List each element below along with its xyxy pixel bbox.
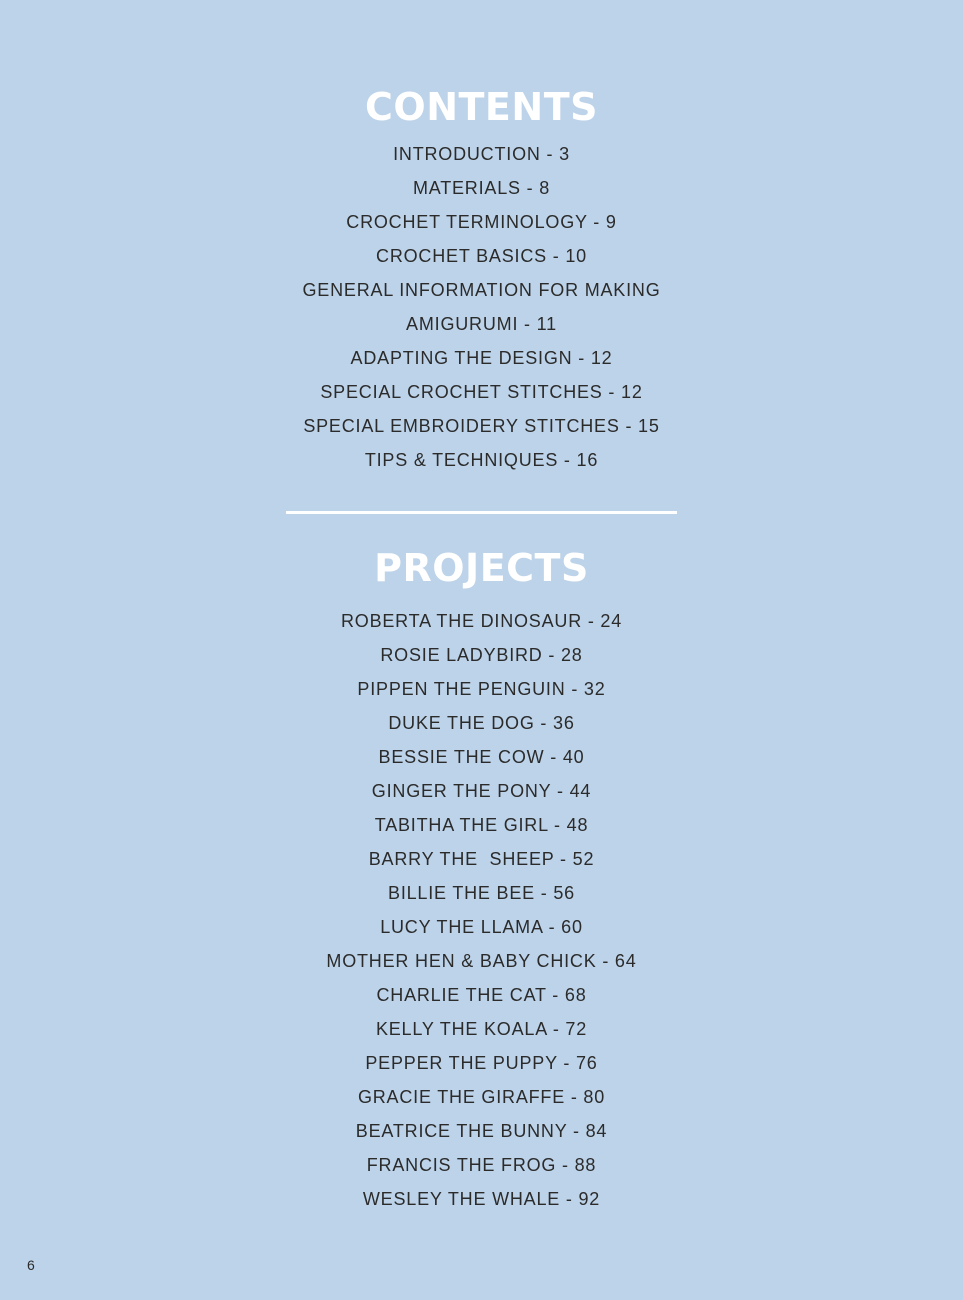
project-entry: DUKE THE DOG - 36 <box>388 713 575 733</box>
project-entry: TABITHA THE GIRL - 48 <box>374 815 589 835</box>
project-entry: FRANCIS THE FROG - 88 <box>366 1155 597 1175</box>
project-entry: LUCY THE LLAMA - 60 <box>380 917 583 937</box>
project-entry: MOTHER HEN & BABY CHICK - 64 <box>326 951 637 971</box>
toc-entry: GENERAL INFORMATION FOR MAKING <box>302 280 661 300</box>
toc-entry: MATERIALS - 8 <box>412 178 551 198</box>
toc-entry: INTRODUCTION - 3 <box>393 144 570 164</box>
project-entry: BESSIE THE COW - 40 <box>378 747 585 767</box>
project-entry: WESLEY THE WHALE - 92 <box>362 1189 601 1209</box>
project-entry: BEATRICE THE BUNNY - 84 <box>355 1121 608 1141</box>
toc-entry: AMIGURUMI - 11 <box>406 314 557 334</box>
toc-entry: SPECIAL CROCHET STITCHES - 12 <box>320 382 643 402</box>
project-entry: KELLY THE KOALA - 72 <box>375 1019 588 1039</box>
projects-list <box>0 604 963 1216</box>
page-number: 6 <box>27 1257 35 1273</box>
project-entry: PEPPER THE PUPPY - 76 <box>365 1053 598 1073</box>
projects-heading: PROJECTS <box>374 546 589 590</box>
project-entry: CHARLIE THE CAT - 68 <box>376 985 587 1005</box>
project-entry: BARRY THE SHEEP - 52 <box>368 849 595 869</box>
project-entry: GRACIE THE GIRAFFE - 80 <box>357 1087 606 1107</box>
toc-entry: ADAPTING THE DESIGN - 12 <box>350 348 613 368</box>
toc-entry: SPECIAL EMBROIDERY STITCHES - 15 <box>303 416 660 436</box>
project-entry: ROSIE LADYBIRD - 28 <box>380 645 583 665</box>
project-entry: PIPPEN THE PENGUIN - 32 <box>357 679 606 699</box>
contents-heading: CONTENTS <box>365 85 598 129</box>
project-entry: BILLIE THE BEE - 56 <box>388 883 575 903</box>
toc-entry: CROCHET TERMINOLOGY - 9 <box>346 212 617 232</box>
project-entry: ROBERTA THE DINOSAUR - 24 <box>340 611 623 631</box>
toc-entry: TIPS & TECHNIQUES - 16 <box>364 450 599 470</box>
toc-entry: CROCHET BASICS - 10 <box>376 246 587 266</box>
project-entry: GINGER THE PONY - 44 <box>371 781 592 801</box>
contents-list <box>0 137 963 477</box>
section-divider <box>286 511 677 514</box>
